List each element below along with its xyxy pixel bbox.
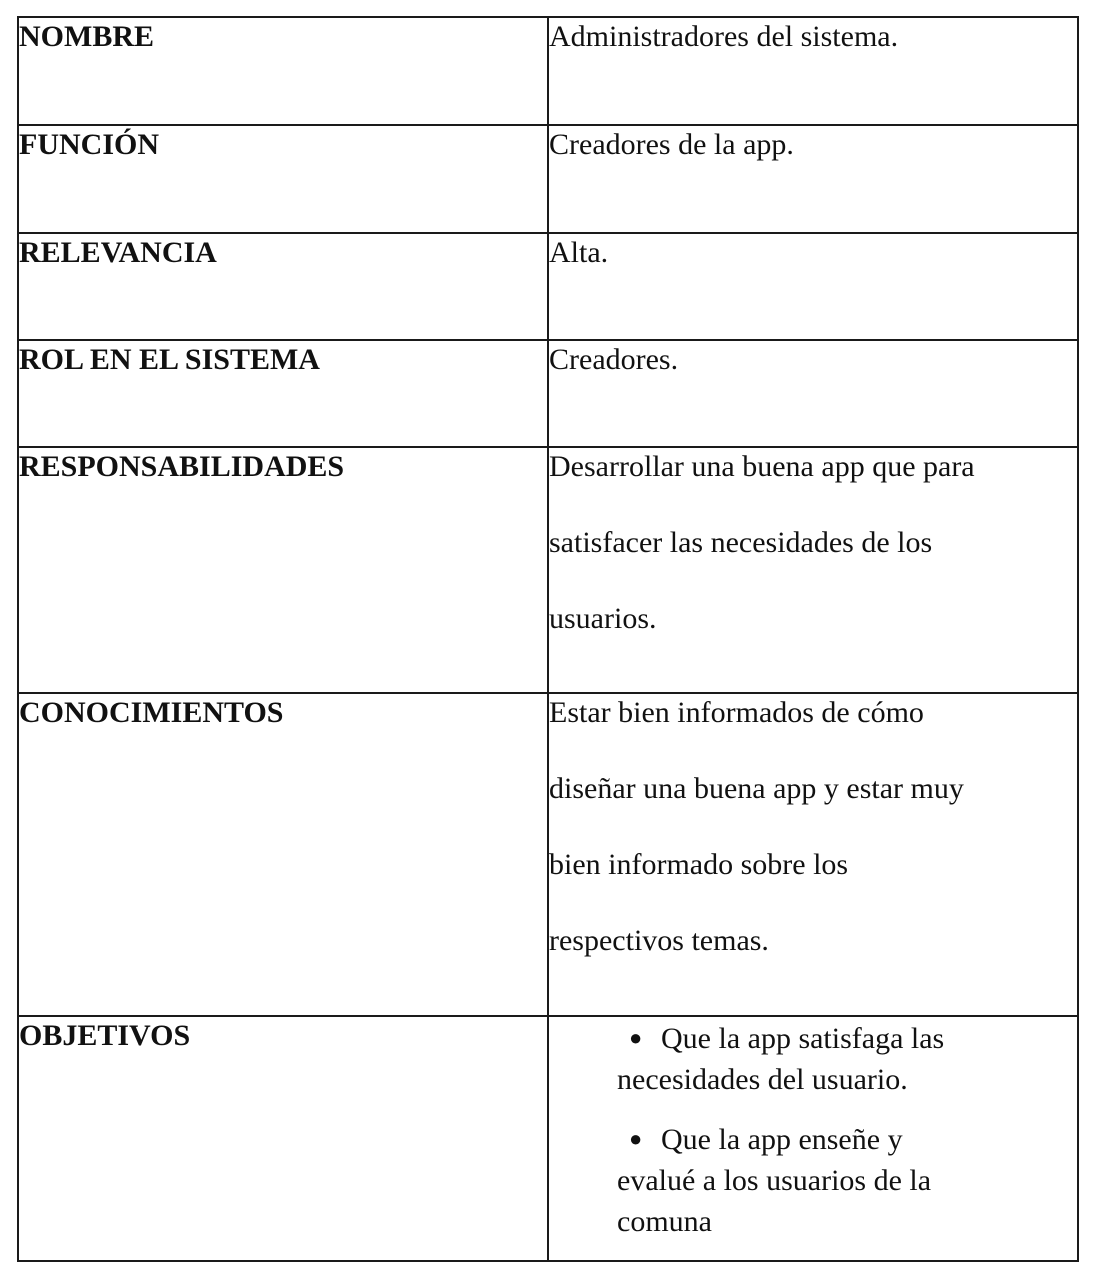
row-label-relevancia: RELEVANCIA xyxy=(18,233,548,340)
row-value-conocimientos xyxy=(548,693,1078,1016)
bullet-text: evalué a los usuarios de la xyxy=(617,1164,932,1197)
row-label-objetivos: OBJETIVOS xyxy=(18,1016,548,1261)
value-line: Estar bien informados de cómo xyxy=(549,696,924,729)
table-row-relevancia xyxy=(18,233,1078,340)
value-line: respectivos temas. xyxy=(549,924,769,957)
value-text: Creadores de la app. xyxy=(549,128,794,161)
list-item xyxy=(549,1017,1077,1100)
row-value-funcion xyxy=(548,125,1078,233)
value-text: Alta. xyxy=(549,236,609,269)
value-line: usuarios. xyxy=(549,602,657,635)
value-line: bien informado sobre los xyxy=(549,848,849,881)
value-line: Desarrollar una buena app que para xyxy=(549,450,975,483)
row-label-funcion: FUNCIÓN xyxy=(18,125,548,233)
row-value-objetivos xyxy=(548,1016,1078,1261)
row-label-rol: ROL EN EL SISTEMA xyxy=(18,340,548,447)
row-value-relevancia xyxy=(548,233,1078,340)
row-value-nombre xyxy=(548,17,1078,125)
bullet-icon: ● xyxy=(629,1126,643,1151)
value-text: Administradores del sistema. xyxy=(549,20,899,53)
table-row-responsabilidades xyxy=(18,447,1078,693)
bullet-text: Que la app satisfaga las xyxy=(661,1022,945,1055)
value-line: diseñar una buena app y estar muy xyxy=(549,772,964,805)
list-item xyxy=(549,1118,1077,1242)
table-row-funcion xyxy=(18,125,1078,233)
row-value-responsabilidades xyxy=(548,447,1078,693)
row-label-conocimientos: CONOCIMIENTOS xyxy=(18,693,548,1016)
table-row-conocimientos xyxy=(18,693,1078,1016)
row-label-nombre: NOMBRE xyxy=(18,17,548,125)
value-line: satisfacer las necesidades de los xyxy=(549,526,933,559)
bullet-text: comuna xyxy=(617,1205,712,1238)
value-text: Creadores. xyxy=(549,343,679,376)
table-row-nombre xyxy=(18,17,1078,125)
bullet-text: Que la app enseñe y xyxy=(661,1123,903,1156)
row-label-responsabilidades: RESPONSABILIDADES xyxy=(18,447,548,693)
bullet-text: necesidades del usuario. xyxy=(617,1063,908,1096)
stakeholder-table xyxy=(17,16,1079,1262)
bullet-icon: ● xyxy=(629,1025,643,1050)
table-row-objetivos xyxy=(18,1016,1078,1261)
objectives-list xyxy=(549,1017,1077,1242)
